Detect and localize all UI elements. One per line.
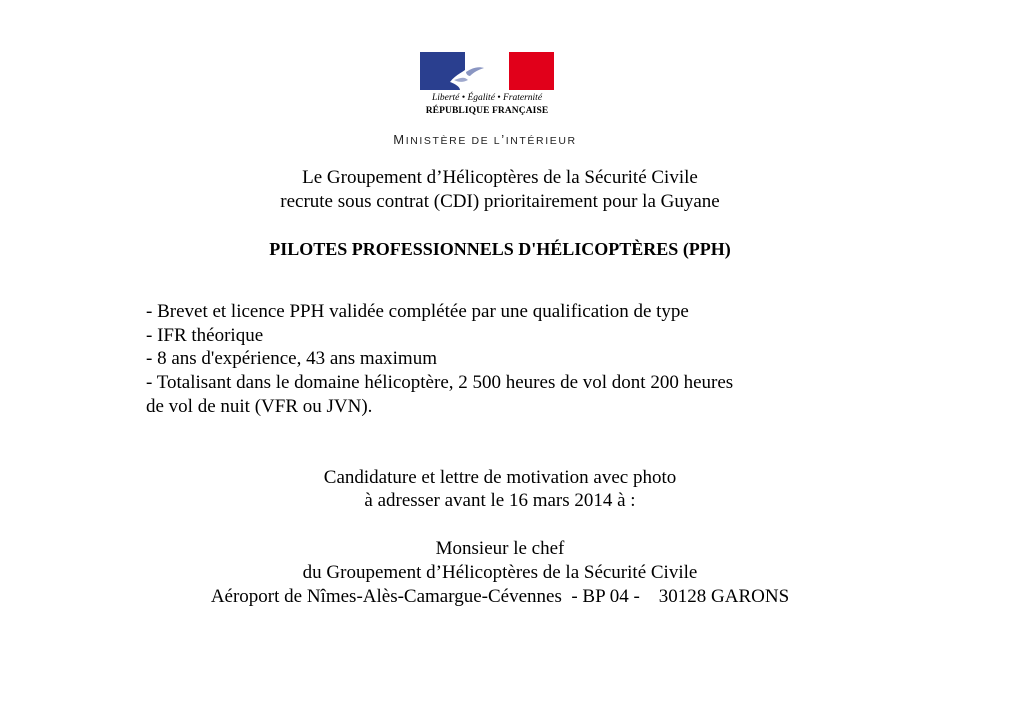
- marianne-flag-icon: [420, 52, 554, 90]
- requirement-item: - Brevet et licence PPH validée complétée par une qualification de type: [146, 301, 689, 322]
- ministry-initial: M: [393, 132, 406, 147]
- republic-motto: Liberté • Égalité • Fraternité: [431, 93, 543, 103]
- header-line-2: recrute sous contrat (CDI) prioritairement pour la Guyane: [280, 191, 720, 212]
- application-line-1: Candidature et lettre de motivation avec photo: [323, 467, 677, 488]
- address-line-1: Monsieur le chef: [435, 538, 565, 559]
- requirement-item: - IFR théorique: [146, 325, 264, 346]
- requirement-item: de vol de nuit (VFR ou JVN).: [146, 396, 373, 417]
- address-line-2: du Groupement d’Hélicoptères de la Sécurité Civile: [302, 562, 698, 583]
- ministry-rest-2: INTÉRIEUR: [505, 135, 577, 147]
- ministry-name: [330, 132, 640, 147]
- job-title: PILOTES PROFESSIONNELS D'HÉLICOPTÈRES (PPH): [269, 239, 731, 259]
- republic-name: RÉPUBLIQUE FRANÇAISE: [425, 106, 549, 116]
- marianne-logo: [420, 52, 554, 122]
- address-line-3: Aéroport de Nîmes-Alès-Camargue-Cévennes - BP 04 - 30128 GARONS: [210, 586, 790, 607]
- header-line-1: Le Groupement d’Hélicoptères de la Sécurité Civile: [302, 167, 698, 188]
- requirement-item: - Totalisant dans le domaine hélicoptère, 2 500 heures de vol dont 200 heures: [146, 372, 734, 393]
- requirement-item: - 8 ans d'expérience, 43 ans maximum: [146, 348, 437, 369]
- application-line-2: à adresser avant le 16 mars 2014 à :: [364, 490, 636, 511]
- ministry-rest-1: INISTÈRE DE L: [405, 135, 502, 147]
- ministry-apostrophe: ’: [501, 132, 506, 147]
